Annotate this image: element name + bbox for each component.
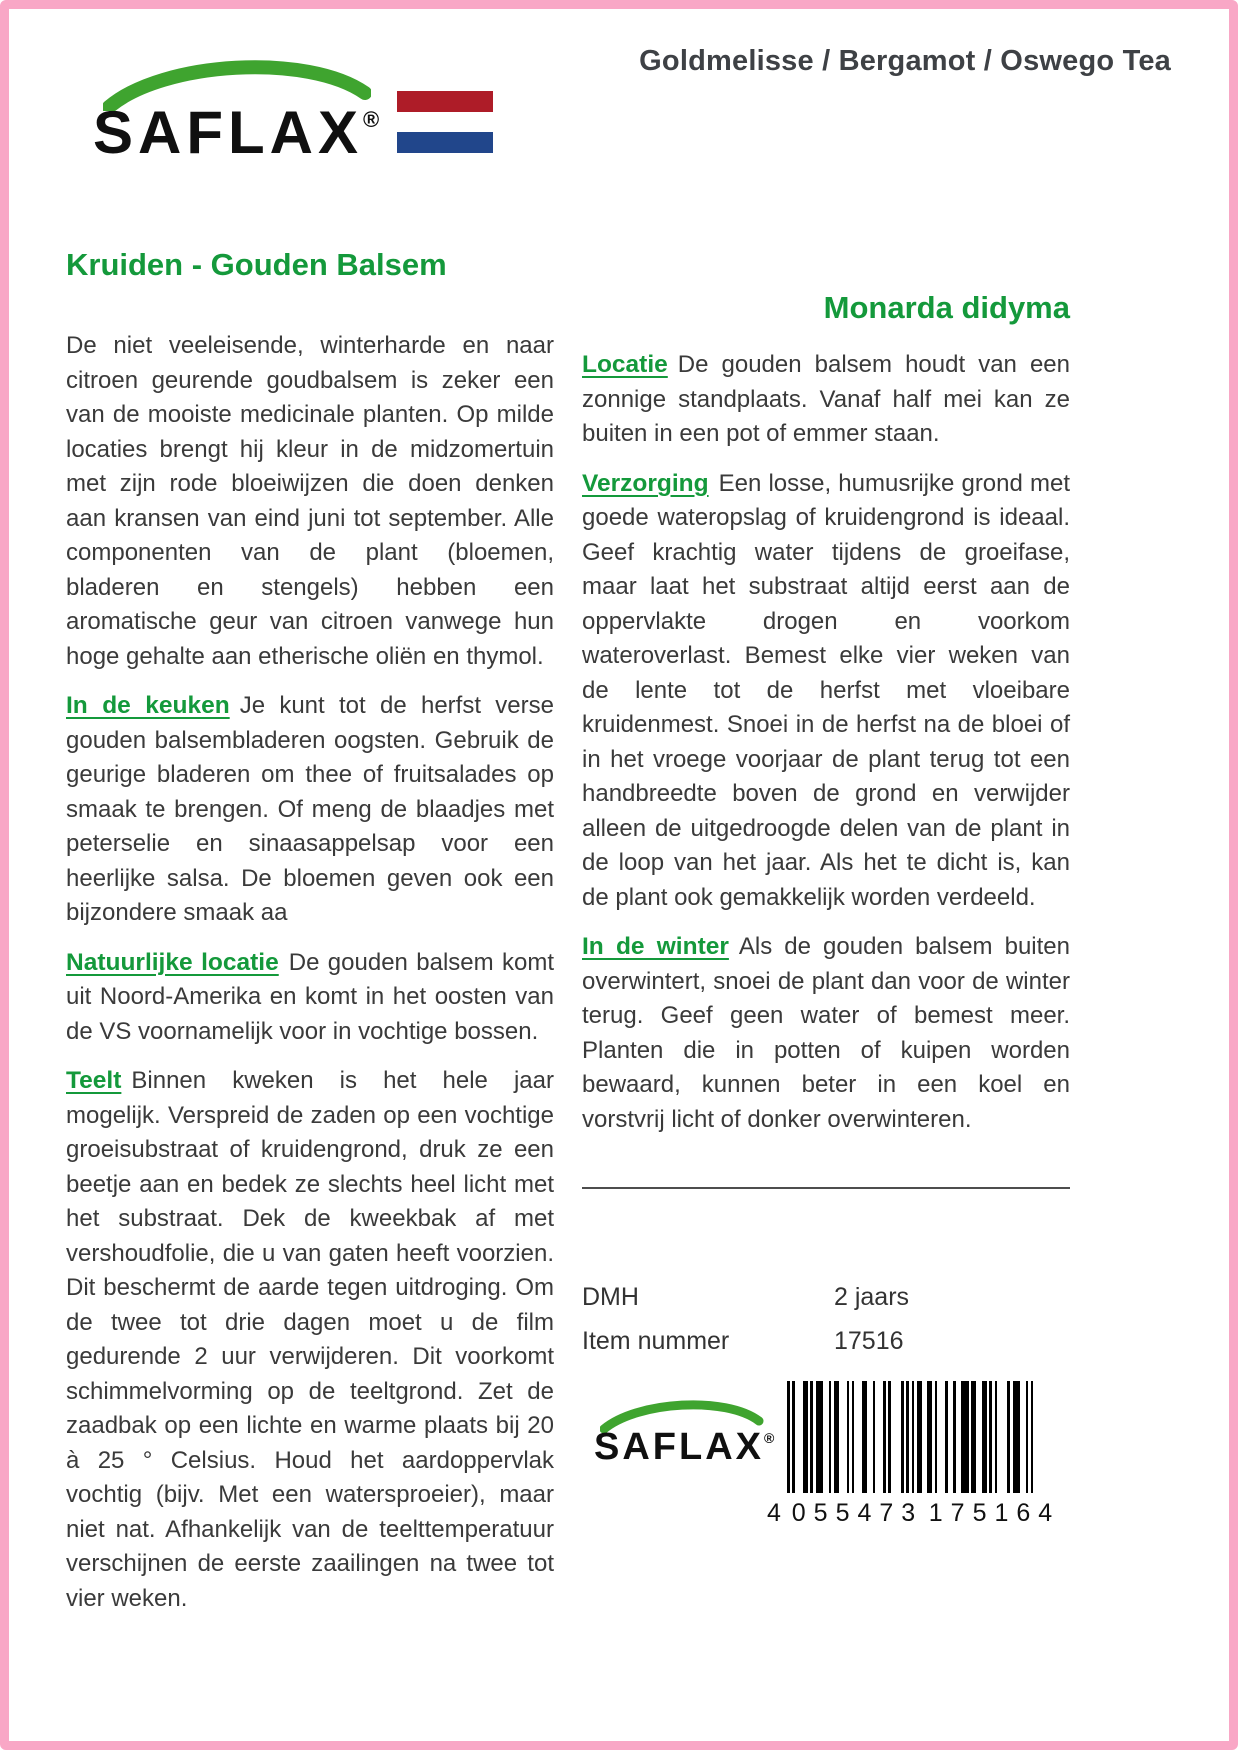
product-info — [582, 1283, 1070, 1371]
section-text: Een losse, humusrijke grond met goede wateropslag of kruidengrond is ideaal. Geef krachtig water tijdens de groeifase, maar laat het substraat altijd eerst aan de oppervlakte drogen en voorkom wateroverlast. Bemest elke vier weken van de lente tot de herfst met vloeibare kruidenmest. Snoei in de herfst na de bloei of in het vroege voorjaar de plant terug tot een handbreedte boven de grond en verwijder alleen de uitgedroogde delen van de plant in de loop van het jaar. Als het te dicht is, kan de plant ook gemakkelijk worden verdeeld. — [582, 469, 1070, 911]
registered-trademark-symbol: ® — [764, 1430, 775, 1446]
brand-name-text: SAFLAX — [93, 99, 363, 166]
brand-name-text: SAFLAX — [594, 1426, 764, 1468]
barcode-group-1: 055473 — [791, 1499, 924, 1527]
section-in-de-keuken — [66, 689, 554, 931]
right-column — [582, 290, 1070, 1152]
left-column — [66, 247, 554, 1631]
divider-line — [582, 1187, 1070, 1189]
info-row-dmh — [582, 1283, 1070, 1312]
section-text: Als de gouden balsem buiten overwintert, snoei de plant dan voor de winter terug. Geef geen water of bemest meer. Planten die in potten of kuipen worden bewaard, kunnen beter in een koel en vorstvrij licht of donker overwinteren. — [582, 933, 1070, 1133]
common-names-title: Goldmelisse / Bergamot / Oswego Tea — [639, 45, 1171, 77]
section-heading: Verzorging — [582, 469, 709, 497]
section-heading: Teelt — [66, 1067, 122, 1094]
section-text: De gouden balsem houdt van een zonnige standplaats. Vanaf half mei kan ze buiten in een pot of emmer staan. — [582, 351, 1070, 447]
flag-stripe-white — [397, 112, 493, 133]
info-label: DMH — [582, 1283, 639, 1311]
section-teelt — [66, 1064, 554, 1616]
section-heading: In de keuken — [66, 692, 230, 719]
section-heading: In de winter — [582, 933, 729, 960]
section-text: Je kunt tot de herfst verse gouden balsembladeren oogsten. Gebruik de geurige bladeren om thee of fruitsalades op smaak te brengen. Of meng de blaadjes met peterselie en sinaasappelsap voor een heerlijke salsa. De bloemen geven ook een bijzondere smaak aa — [66, 692, 554, 926]
barcode — [767, 1381, 1063, 1528]
brand-name — [93, 99, 380, 166]
brand-logo-small — [594, 1395, 774, 1466]
section-in-de-winter — [582, 930, 1070, 1137]
section-text: Binnen kweken is het hele jaar mogelijk. Verspreid de zaden op een vochtige groeisubstraat of kruidengrond, druk ze een beetje aan en bedek ze slechts heel licht met het substraat. Dek de kweekbak af met vershoudfolie, die u van gaten heeft voorzien. Dit beschermt de aarde tegen uitdroging. Om de twee tot drie dagen moet u de film gedurende 2 uur verwijderen. Dit voorkomt schimmelvorming op de teeltgrond. Zet de zaadbak op een lichte en warme plaats bij 20 à 25 ° Celsius. Houd het aardoppervlak vochtig (bijv. Met een watersproeier), maar niet nat. Afhankelijk van de teelttemperatuur verschijnen de eerste zaailingen na twee tot vier weken. — [66, 1067, 554, 1612]
netherlands-flag-icon — [397, 91, 493, 153]
registered-trademark-symbol: ® — [363, 107, 380, 132]
flag-stripe-blue — [397, 132, 493, 153]
info-row-item-number — [582, 1327, 1070, 1356]
info-value: 17516 — [834, 1327, 904, 1355]
barcode-bars — [787, 1381, 1063, 1493]
section-text: De gouden balsem komt uit Noord-Amerika en komt in het oosten van de VS voornamelijk voor in vochtige bossen. — [66, 948, 554, 1045]
info-value: 2 jaars — [834, 1283, 910, 1311]
section-locatie — [582, 348, 1070, 452]
botanical-name: Monarda didyma — [823, 290, 1070, 325]
intro-paragraph: De niet veeleisende, winterharde en naar citroen geurende goudbalsem is zeker een van de mooiste medicinale planten. Op milde locaties brengt hij kleur in de midzomertuin met zijn rode bloeiwijzen die doen denken aan kransen van eind juni tot september. Alle componenten van de plant (bloemen, bladeren en stengels) hebben een aromatische geur van citroen vanwege hun hoge gehalte aan etherische oliën en thymol. — [66, 332, 554, 670]
section-heading: Natuurlijke locatie — [66, 948, 279, 976]
section-heading: Locatie — [582, 351, 668, 378]
brand-logo-main — [93, 53, 380, 166]
barcode-numbers — [767, 1499, 1063, 1528]
section-natuurlijke-locatie — [66, 946, 554, 1050]
info-label: Item nummer — [582, 1327, 730, 1355]
product-title: Kruiden - Gouden Balsem — [66, 247, 447, 282]
flag-stripe-red — [397, 91, 493, 112]
barcode-group-2: 175164 — [928, 1499, 1061, 1527]
brand-name — [594, 1428, 774, 1466]
brand-logo — [93, 53, 493, 166]
barcode-lead-digit: 4 — [767, 1499, 781, 1527]
section-verzorging — [582, 467, 1070, 916]
